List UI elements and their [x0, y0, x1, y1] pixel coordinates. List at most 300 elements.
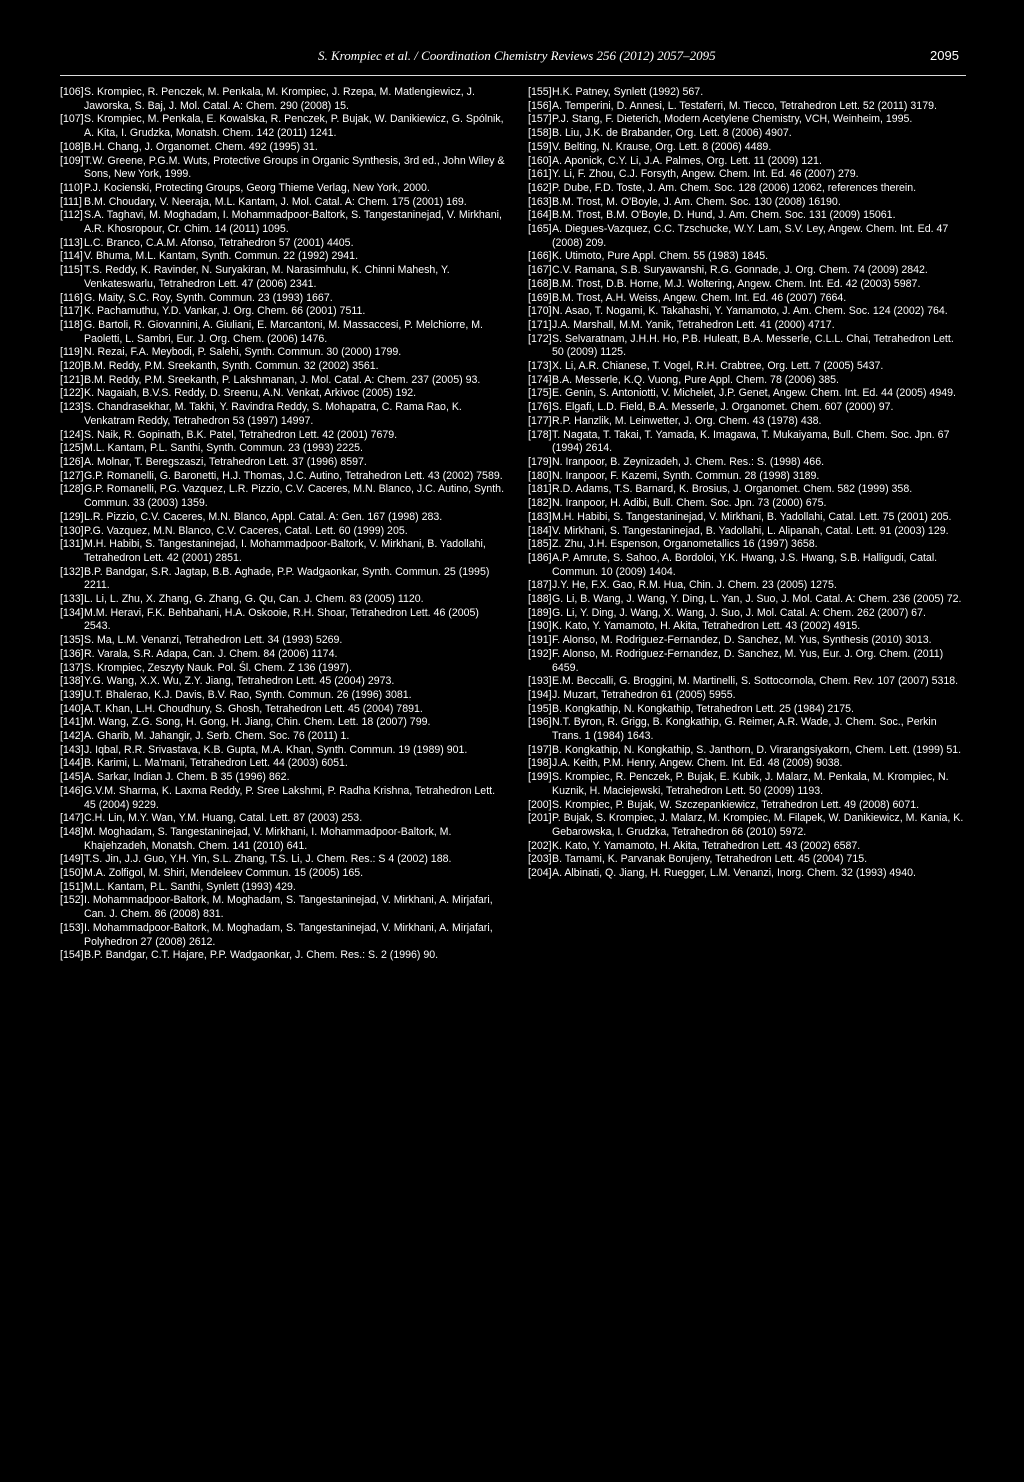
reference-number: [164]: [528, 209, 552, 222]
reference-entry: [528, 387, 968, 401]
reference-text: V. Bhuma, M.L. Kantam, Synth. Commun. 22 (1992) 2941.: [84, 250, 359, 263]
reference-text: U.T. Bhalerao, K.J. Davis, B.V. Rao, Synth. Commun. 26 (1996) 3081.: [84, 688, 412, 701]
reference-text: N. Asao, T. Nogami, K. Takahashi, Y. Yamamoto, J. Am. Chem. Soc. 124 (2002) 764.: [552, 305, 948, 318]
reference-text: M.L. Kantam, P.L. Santhi, Synth. Commun. 23 (1993) 2225.: [84, 442, 363, 455]
reference-number: [110]: [60, 181, 83, 194]
reference-entry: [60, 593, 506, 607]
reference-entry: [528, 744, 968, 758]
reference-entry: [528, 483, 968, 497]
reference-number: [129]: [60, 510, 84, 523]
reference-entry: [528, 374, 968, 388]
reference-entry: [528, 511, 968, 525]
reference-entry: [60, 196, 506, 210]
reference-entry: [60, 716, 506, 730]
reference-text: A. Temperini, D. Annesi, L. Testaferri, M. Tiecco, Tetrahedron Lett. 52 (2011) 3179.: [552, 99, 937, 112]
reference-number: [180]: [528, 469, 552, 482]
reference-entry: [528, 607, 968, 621]
reference-text: N. Iranpoor, B. Zeynizadeh, J. Chem. Res.: S. (1998) 466.: [552, 455, 825, 468]
reference-entry: [528, 538, 968, 552]
reference-text: C.H. Lin, M.Y. Wan, Y.M. Huang, Catal. Lett. 87 (2003) 253.: [84, 812, 363, 825]
reference-text: S. Krompiec, Zeszyty Nauk. Pol. Śl. Chem. Z 136 (1997).: [84, 661, 352, 674]
reference-text: S. Selvaratnam, J.H.H. Ho, P.B. Huleatt, B.A. Messerle, C.L.L. Chai, Tetrahedron Lett. 50 (2009) 1125.: [552, 332, 954, 359]
reference-number: [107]: [60, 113, 84, 126]
reference-text: J.A. Keith, P.M. Henry, Angew. Chem. Int. Ed. 48 (2009) 9038.: [552, 757, 843, 770]
reference-text: G. Maity, S.C. Roy, Synth. Commun. 23 (1993) 1667.: [84, 291, 333, 304]
reference-text: Z. Zhu, J.H. Espenson, Organometallics 16 (1997) 3658.: [552, 538, 818, 551]
reference-text: S. Krompiec, R. Penczek, P. Bujak, E. Kubik, J. Malarz, M. Penkala, M. Krompiec, N. Kuznik, H. Maciejewski, Tetrahedron Lett. 50 (2009) 1193.: [552, 771, 949, 797]
reference-text: B.M. Choudary, V. Neeraja, M.L. Kantam, J. Mol. Catal. A: Chem. 175 (2001) 169.: [84, 195, 467, 208]
reference-number: [193]: [528, 675, 552, 688]
reference-entry: [60, 853, 506, 867]
reference-entry: [60, 689, 506, 703]
reference-text: G. Li, Y. Ding, J. Wang, X. Wang, J. Suo, J. Mol. Catal. A: Chem. 262 (2007) 67.: [552, 606, 926, 619]
reference-number: [142]: [60, 730, 84, 743]
reference-number: [152]: [60, 894, 84, 907]
reference-text: M.A. Zolfigol, M. Shiri, Mendeleev Commun. 15 (2005) 165.: [84, 867, 364, 880]
reference-text: M. Moghadam, S. Tangestaninejad, V. Mirkhani, I. Mohammadpoor-Baltork, M. Khajehzadeh, Monatsh. Chem. 141 (2010) 641.: [84, 825, 452, 852]
reference-entry: [60, 703, 506, 717]
reference-number: [137]: [60, 661, 84, 674]
reference-entry: [60, 429, 506, 443]
reference-entry: [528, 360, 968, 374]
reference-number: [157]: [528, 113, 552, 126]
reference-text: M.H. Habibi, S. Tangestaninejad, I. Mohammadpoor-Baltork, V. Mirkhani, B. Yadollahi, Tetrahedron Lett. 42 (2001) 2851.: [84, 538, 486, 564]
reference-entry: [528, 552, 968, 579]
reference-entry: [528, 867, 968, 881]
reference-entry: [528, 579, 968, 593]
reference-entry: [528, 264, 968, 278]
reference-number: [154]: [60, 949, 84, 962]
reference-entry: [60, 113, 506, 140]
reference-number: [158]: [528, 127, 552, 140]
reference-entry: [528, 113, 968, 127]
reference-number: [183]: [528, 510, 552, 523]
reference-text: P. Dube, F.D. Toste, J. Am. Chem. Soc. 128 (2006) 12062, references therein.: [552, 181, 917, 194]
reference-entry: [528, 401, 968, 415]
reference-entry: [528, 141, 968, 155]
reference-number: [161]: [528, 168, 552, 181]
reference-text: S.A. Taghavi, M. Moghadam, I. Mohammadpoor-Baltork, S. Tangestaninejad, V. Mirkhani, A.R. Khosropour, Cr. Chim. 14 (2011) 1095.: [84, 209, 502, 236]
reference-entry: [60, 250, 506, 264]
reference-number: [138]: [60, 675, 84, 688]
reference-number: [196]: [528, 716, 552, 729]
reference-number: [166]: [528, 250, 552, 263]
reference-number: [192]: [528, 647, 552, 660]
reference-text: C.V. Ramana, S.B. Suryawanshi, R.G. Gonnade, J. Org. Chem. 74 (2009) 2842.: [552, 264, 928, 277]
reference-entry: [60, 771, 506, 785]
reference-text: P. Bujak, S. Krompiec, J. Malarz, M. Krompiec, M. Filapek, W. Danikiewicz, M. Kania, K. Gebarowska, I. Grudzka, Tetrahedron 66 (2010) 5972.: [552, 812, 964, 838]
reference-text: L.R. Pizzio, C.V. Caceres, M.N. Blanco, Appl. Catal. A: Gen. 167 (1998) 283.: [84, 510, 443, 523]
reference-text: G. Bartoli, R. Giovannini, A. Giuliani, E. Marcantoni, M. Massaccesi, P. Melchiorre, M. Paoletti, L. Sambri, Eur. J. Org. Chem. (2006) 1476.: [84, 318, 483, 345]
reference-number: [145]: [60, 771, 84, 784]
reference-entry: [60, 648, 506, 662]
reference-number: [194]: [528, 688, 552, 701]
reference-number: [131]: [60, 538, 84, 551]
reference-number: [178]: [528, 428, 552, 441]
reference-entry: [528, 757, 968, 771]
reference-text: G. Li, B. Wang, J. Wang, Y. Ding, L. Yan, J. Suo, J. Mol. Catal. A: Chem. 236 (2005) 72.: [552, 593, 962, 606]
reference-text: B.A. Messerle, K.Q. Vuong, Pure Appl. Chem. 78 (2006) 385.: [552, 373, 839, 386]
reference-entry: [60, 881, 506, 895]
reference-number: [176]: [528, 401, 552, 414]
left-reference-column: [60, 86, 506, 963]
reference-number: [172]: [528, 332, 552, 345]
reference-entry: [528, 196, 968, 210]
reference-number: [188]: [528, 593, 552, 606]
reference-entry: [60, 292, 506, 306]
reference-number: [140]: [60, 702, 84, 715]
reference-text: M.H. Habibi, S. Tangestaninejad, V. Mirkhani, B. Yadollahi, Catal. Lett. 75 (2001) 205.: [552, 510, 952, 523]
reference-number: [169]: [528, 291, 552, 304]
reference-number: [143]: [60, 743, 84, 756]
reference-number: [120]: [60, 360, 84, 373]
reference-entry: [528, 415, 968, 429]
reference-number: [149]: [60, 853, 84, 866]
reference-entry: [528, 840, 968, 854]
reference-entry: [528, 429, 968, 456]
reference-text: B.P. Bandgar, S.R. Jagtap, B.B. Aghade, P.P. Wadgaonkar, Synth. Commun. 25 (1995) 2211.: [84, 565, 490, 592]
reference-number: [112]: [60, 209, 83, 222]
reference-number: [121]: [60, 373, 84, 386]
reference-text: M. Wang, Z.G. Song, H. Gong, H. Jiang, Chin. Chem. Lett. 18 (2007) 799.: [84, 716, 431, 729]
reference-number: [147]: [60, 812, 84, 825]
reference-text: P.J. Kocienski, Protecting Groups, Georg Thieme Verlag, New York, 2000.: [84, 181, 430, 194]
reference-text: K. Kato, Y. Yamamoto, H. Akita, Tetrahedron Lett. 43 (2002) 6587.: [552, 839, 861, 852]
reference-entry: [60, 209, 506, 236]
reference-number: [185]: [528, 538, 552, 551]
reference-entry: [60, 730, 506, 744]
reference-entry: [528, 155, 968, 169]
reference-text: B. Kongkathip, N. Kongkathip, Tetrahedron Lett. 25 (1984) 2175.: [552, 702, 854, 715]
reference-number: [203]: [528, 853, 552, 866]
reference-entry: [528, 771, 968, 798]
reference-entry: [528, 703, 968, 717]
reference-text: L. Li, L. Zhu, X. Zhang, G. Zhang, G. Qu, Can. J. Chem. 83 (2005) 1120.: [84, 593, 424, 606]
reference-entry: [60, 785, 506, 812]
reference-text: X. Li, A.R. Chianese, T. Vogel, R.H. Crabtree, Org. Lett. 7 (2005) 5437.: [552, 360, 884, 373]
reference-text: N.T. Byron, R. Grigg, B. Kongkathip, G. Reimer, A.R. Wade, J. Chem. Soc., Perkin Trans. 1 (1984) 1643.: [552, 716, 937, 743]
reference-number: [163]: [528, 195, 552, 208]
reference-entry: [528, 853, 968, 867]
reference-text: A.T. Khan, L.H. Choudhury, S. Ghosh, Tetrahedron Lett. 45 (2004) 7891.: [84, 702, 423, 715]
reference-text: P.J. Stang, F. Dieterich, Modern Acetylene Chemistry, VCH, Weinheim, 1995.: [552, 113, 913, 126]
reference-number: [126]: [60, 455, 84, 468]
reference-entry: [60, 566, 506, 593]
reference-text: K. Utimoto, Pure Appl. Chem. 55 (1983) 1845.: [552, 250, 769, 263]
reference-entry: [60, 662, 506, 676]
reference-number: [113]: [60, 236, 83, 249]
reference-entry: [60, 401, 506, 428]
reference-number: [160]: [528, 154, 552, 167]
page-number: 2095: [930, 48, 959, 63]
reference-number: [124]: [60, 428, 84, 441]
reference-number: [170]: [528, 305, 552, 318]
reference-text: A. Aponick, C.Y. Li, J.A. Palmes, Org. Lett. 11 (2009) 121.: [552, 154, 822, 167]
reference-text: B. Kongkathip, N. Kongkathip, S. Janthorn, D. Virarangsiyakorn, Chem. Lett. (1999) 51.: [552, 743, 962, 756]
reference-entry: [528, 209, 968, 223]
reference-entry: [528, 223, 968, 250]
reference-entry: [528, 620, 968, 634]
reference-number: [200]: [528, 798, 552, 811]
reference-text: E.M. Beccalli, G. Broggini, M. Martinelli, S. Sottocornola, Chem. Rev. 107 (2007) 5318.: [552, 675, 959, 688]
reference-text: I. Mohammadpoor-Baltork, M. Moghadam, S. Tangestaninejad, V. Mirkhani, A. Mirjafari, Polyhedron 27 (2008) 2612.: [84, 921, 493, 948]
reference-number: [150]: [60, 867, 84, 880]
reference-number: [177]: [528, 414, 552, 427]
reference-entry: [60, 305, 506, 319]
reference-entry: [60, 182, 506, 196]
reference-number: [173]: [528, 360, 552, 373]
reference-number: [139]: [60, 688, 84, 701]
reference-text: B.M. Reddy, P.M. Sreekanth, P. Lakshmanan, J. Mol. Catal. A: Chem. 237 (2005) 93.: [84, 373, 481, 386]
reference-entry: [60, 483, 506, 510]
reference-entry: [60, 538, 506, 565]
reference-text: K. Pachamuthu, Y.D. Vankar, J. Org. Chem. 66 (2001) 7511.: [84, 305, 366, 318]
reference-text: T. Nagata, T. Takai, T. Yamada, K. Imagawa, T. Mukaiyama, Bull. Chem. Soc. Jpn. 67 (1994) 2614.: [552, 428, 950, 455]
reference-text: N. Iranpoor, F. Kazemi, Synth. Commun. 28 (1998) 3189.: [552, 469, 820, 482]
reference-text: B. Tamami, K. Parvanak Borujeny, Tetrahedron Lett. 45 (2004) 715.: [552, 853, 868, 866]
right-reference-column: [528, 86, 968, 881]
reference-number: [127]: [60, 469, 84, 482]
reference-number: [122]: [60, 387, 84, 400]
reference-number: [189]: [528, 606, 552, 619]
reference-number: [168]: [528, 277, 552, 290]
reference-text: V. Belting, N. Krause, Org. Lett. 8 (2006) 4489.: [552, 140, 772, 153]
reference-entry: [60, 894, 506, 921]
reference-entry: [60, 826, 506, 853]
reference-entry: [60, 634, 506, 648]
reference-text: S. Ma, L.M. Venanzi, Tetrahedron Lett. 34 (1993) 5269.: [84, 634, 343, 647]
reference-entry: [60, 525, 506, 539]
reference-number: [109]: [60, 154, 84, 167]
reference-number: [134]: [60, 606, 84, 619]
reference-number: [184]: [528, 524, 552, 537]
reference-entry: [528, 278, 968, 292]
reference-entry: [60, 346, 506, 360]
reference-entry: [528, 689, 968, 703]
reference-number: [190]: [528, 620, 552, 633]
page-header: [0, 48, 1024, 70]
reference-number: [198]: [528, 757, 552, 770]
reference-number: [118]: [60, 318, 83, 331]
reference-number: [202]: [528, 839, 552, 852]
reference-text: T.S. Reddy, K. Ravinder, N. Suryakiran, M. Narasimhulu, K. Chinni Mahesh, Y. Venkateswarlu, Tetrahedron Lett. 47 (2006) 2341.: [84, 264, 450, 290]
reference-text: B.P. Bandgar, C.T. Hajare, P.P. Wadgaonkar, J. Chem. Res.: S. 2 (1996) 90.: [84, 949, 439, 962]
reference-entry: [60, 949, 506, 963]
reference-number: [117]: [60, 305, 83, 318]
reference-entry: [528, 470, 968, 484]
reference-text: N. Iranpoor, H. Adibi, Bull. Chem. Soc. Jpn. 73 (2000) 675.: [552, 497, 827, 510]
reference-entry: [60, 141, 506, 155]
reference-entry: [528, 634, 968, 648]
reference-text: K. Kato, Y. Yamamoto, H. Akita, Tetrahedron Lett. 43 (2002) 4915.: [552, 620, 861, 633]
reference-text: J. Iqbal, R.R. Srivastava, K.B. Gupta, M.A. Khan, Synth. Commun. 19 (1989) 901.: [84, 743, 468, 756]
reference-number: [144]: [60, 757, 84, 770]
reference-text: S. Krompiec, P. Bujak, W. Szczepankiewicz, Tetrahedron Lett. 49 (2008) 6071.: [552, 798, 920, 811]
reference-number: [174]: [528, 373, 552, 386]
journal-citation: S. Krompiec et al. / Coordination Chemistry Reviews 256 (2012) 2057–2095: [318, 48, 716, 63]
reference-number: [108]: [60, 140, 84, 153]
reference-entry: [60, 319, 506, 346]
reference-number: [125]: [60, 442, 84, 455]
reference-text: B.M. Trost, B.M. O'Boyle, D. Hund, J. Am. Chem. Soc. 131 (2009) 15061.: [552, 209, 896, 222]
reference-text: P.G. Vazquez, M.N. Blanco, C.V. Caceres, Catal. Lett. 60 (1999) 205.: [84, 524, 408, 537]
reference-entry: [60, 757, 506, 771]
reference-number: [165]: [528, 223, 552, 236]
reference-number: [181]: [528, 483, 552, 496]
reference-text: M.M. Heravi, F.K. Behbahani, H.A. Oskooie, R.H. Shoar, Tetrahedron Lett. 46 (2005) 2543.: [84, 606, 479, 633]
reference-text: A. Sarkar, Indian J. Chem. B 35 (1996) 862.: [84, 771, 290, 784]
reference-entry: [528, 100, 968, 114]
reference-text: J.A. Marshall, M.M. Yanik, Tetrahedron Lett. 41 (2000) 4717.: [552, 318, 835, 331]
reference-entry: [528, 812, 968, 839]
reference-number: [191]: [528, 634, 552, 647]
reference-entry: [60, 470, 506, 484]
reference-number: [186]: [528, 551, 552, 564]
reference-entry: [60, 812, 506, 826]
reference-number: [119]: [60, 346, 83, 359]
reference-entry: [60, 511, 506, 525]
reference-text: Y.G. Wang, X.X. Wu, Z.Y. Jiang, Tetrahedron Lett. 45 (2004) 2973.: [84, 675, 395, 688]
reference-entry: [528, 525, 968, 539]
reference-text: G.P. Romanelli, G. Baronetti, H.J. Thomas, J.C. Autino, Tetrahedron Lett. 43 (2002) 7589.: [84, 469, 503, 482]
reference-text: J.Y. He, F.X. Gao, R.M. Hua, Chin. J. Chem. 23 (2005) 1275.: [552, 579, 837, 592]
reference-text: F. Alonso, M. Rodriguez-Fernandez, D. Sanchez, M. Yus, Eur. J. Org. Chem. (2011) 6459.: [552, 647, 944, 674]
reference-text: S. Elgafi, L.D. Field, B.A. Messerle, J. Organomet. Chem. 607 (2000) 97.: [552, 401, 894, 414]
reference-number: [187]: [528, 579, 552, 592]
reference-number: [182]: [528, 497, 552, 510]
reference-number: [201]: [528, 812, 552, 825]
reference-entry: [528, 799, 968, 813]
reference-text: B.M. Trost, D.B. Horne, M.J. Woltering, Angew. Chem. Int. Ed. 42 (2003) 5987.: [552, 277, 921, 290]
reference-text: B.M. Reddy, P.M. Sreekanth, Synth. Commun. 32 (2002) 3561.: [84, 360, 379, 373]
reference-text: V. Mirkhani, S. Tangestaninejad, B. Yadollahi, L. Alipanah, Catal. Lett. 91 (2003) 129.: [552, 524, 949, 537]
reference-text: B.H. Chang, J. Organomet. Chem. 492 (1995) 31.: [84, 140, 318, 153]
reference-text: A. Diegues-Vazquez, C.C. Tzschucke, W.Y. Lam, S.V. Ley, Angew. Chem. Int. Ed. 47 (2008) 209.: [552, 223, 949, 249]
reference-number: [132]: [60, 565, 84, 578]
reference-text: S. Naik, R. Gopinath, B.K. Patel, Tetrahedron Lett. 42 (2001) 7679.: [84, 428, 398, 441]
reference-text: A. Molnar, T. Beregszaszi, Tetrahedron Lett. 37 (1996) 8597.: [84, 455, 367, 468]
reference-number: [155]: [528, 86, 552, 98]
reference-number: [171]: [528, 318, 552, 331]
reference-number: [141]: [60, 716, 84, 729]
reference-text: G.P. Romanelli, P.G. Vazquez, L.R. Pizzio, C.V. Caceres, M.N. Blanco, J.C. Autino, Synth. Commun. 33 (2003) 1359.: [84, 483, 505, 510]
reference-number: [151]: [60, 880, 84, 893]
reference-number: [199]: [528, 771, 552, 784]
reference-text: N. Rezai, F.A. Meybodi, P. Salehi, Synth. Commun. 30 (2000) 1799.: [84, 346, 402, 359]
reference-entry: [60, 237, 506, 251]
reference-number: [114]: [60, 250, 83, 263]
reference-number: [148]: [60, 825, 84, 838]
reference-number: [130]: [60, 524, 84, 537]
reference-number: [175]: [528, 387, 552, 400]
reference-text: L.C. Branco, C.A.M. Afonso, Tetrahedron 57 (2001) 4405.: [84, 236, 354, 249]
reference-number: [135]: [60, 634, 84, 647]
reference-text: B.M. Trost, A.H. Weiss, Angew. Chem. Int. Ed. 46 (2007) 7664.: [552, 291, 847, 304]
reference-text: S. Krompiec, R. Penczek, M. Penkala, M. Krompiec, J. Rzepa, M. Matlengiewicz, J. Jaworska, S. Baj, J. Mol. Catal. A: Chem. 290 (2008) 15.: [84, 86, 475, 112]
reference-entry: [528, 292, 968, 306]
reference-entry: [60, 155, 506, 182]
reference-number: [167]: [528, 264, 552, 277]
reference-number: [197]: [528, 743, 552, 756]
reference-number: [106]: [60, 86, 84, 98]
reference-text: A. Gharib, M. Jahangir, J. Serb. Chem. Soc. 76 (2011) 1.: [84, 730, 350, 743]
reference-entry: [528, 182, 968, 196]
reference-number: [111]: [60, 195, 82, 208]
reference-number: [162]: [528, 181, 552, 194]
reference-number: [123]: [60, 401, 84, 414]
reference-text: I. Mohammadpoor-Baltork, M. Moghadam, S. Tangestaninejad, V. Mirkhani, A. Mirjafari, Can. J. Chem. 86 (2008) 831.: [84, 894, 493, 921]
reference-entry: [528, 305, 968, 319]
reference-text: S. Chandrasekhar, M. Takhi, Y. Ravindra Reddy, S. Mohapatra, C. Rama Rao, K. Venkatram Reddy, Tetrahedron 53 (1997) 14997.: [84, 401, 462, 427]
reference-text: K. Nagaiah, B.V.S. Reddy, D. Sreenu, A.N. Venkat, Arkivoc (2005) 192.: [84, 387, 417, 400]
reference-number: [133]: [60, 593, 84, 606]
reference-text: B. Karimi, L. Ma'mani, Tetrahedron Lett. 44 (2003) 6051.: [84, 757, 348, 770]
reference-text: H.K. Patney, Synlett (1992) 567.: [552, 86, 704, 98]
reference-text: M.L. Kantam, P.L. Santhi, Synlett (1993) 429.: [84, 880, 296, 893]
header-rule: [60, 75, 966, 76]
reference-text: S. Krompiec, M. Penkala, E. Kowalska, R. Penczek, P. Bujak, W. Danikiewicz, G. Spólnik, A. Kita, I. Grudzka, Monatsh. Chem. 142 (2011) 1241.: [84, 113, 504, 140]
reference-text: R. Varala, S.R. Adapa, Can. J. Chem. 84 (2006) 1174.: [84, 647, 338, 660]
reference-entry: [528, 86, 968, 100]
reference-entry: [528, 319, 968, 333]
reference-entry: [60, 867, 506, 881]
reference-number: [128]: [60, 483, 84, 496]
reference-entry: [60, 374, 506, 388]
reference-entry: [528, 333, 968, 360]
reference-entry: [528, 593, 968, 607]
reference-entry: [60, 922, 506, 949]
reference-number: [115]: [60, 264, 83, 277]
reference-entry: [528, 250, 968, 264]
reference-entry: [60, 442, 506, 456]
reference-number: [156]: [528, 99, 552, 112]
reference-entry: [60, 360, 506, 374]
reference-text: R.P. Hanzlik, M. Leinwetter, J. Org. Chem. 43 (1978) 438.: [552, 414, 822, 427]
reference-entry: [528, 497, 968, 511]
reference-entry: [60, 264, 506, 291]
reference-text: R.D. Adams, T.S. Barnard, K. Brosius, J. Organomet. Chem. 582 (1999) 358.: [552, 483, 913, 496]
reference-text: J. Muzart, Tetrahedron 61 (2005) 5955.: [552, 688, 736, 701]
reference-number: [153]: [60, 921, 84, 934]
reference-number: [159]: [528, 140, 552, 153]
reference-entry: [60, 675, 506, 689]
reference-text: B.M. Trost, M. O'Boyle, J. Am. Chem. Soc. 130 (2008) 16190.: [552, 195, 841, 208]
reference-number: [146]: [60, 784, 84, 797]
reference-entry: [528, 456, 968, 470]
reference-entry: [60, 86, 506, 113]
reference-number: [179]: [528, 455, 552, 468]
reference-text: A. Albinati, Q. Jiang, H. Ruegger, L.M. Venanzi, Inorg. Chem. 32 (1993) 4940.: [552, 867, 916, 880]
reference-number: [116]: [60, 291, 83, 304]
reference-text: T.S. Jin, J.J. Guo, Y.H. Yin, S.L. Zhang, T.S. Li, J. Chem. Res.: S 4 (2002) 188.: [84, 853, 452, 866]
reference-text: Y. Li, F. Zhou, C.J. Forsyth, Angew. Chem. Int. Ed. 46 (2007) 279.: [552, 168, 859, 181]
reference-text: F. Alonso, M. Rodriguez-Fernandez, D. Sanchez, M. Yus, Synthesis (2010) 3013.: [552, 634, 932, 647]
reference-number: [195]: [528, 702, 552, 715]
reference-entry: [528, 168, 968, 182]
reference-text: T.W. Greene, P.G.M. Wuts, Protective Groups in Organic Synthesis, 3rd ed., John Wiley & Sons, New York, 1999.: [84, 154, 505, 181]
reference-entry: [528, 675, 968, 689]
reference-entry: [60, 607, 506, 634]
reference-text: A.P. Amrute, S. Sahoo, A. Bordoloi, Y.K. Hwang, J.S. Hwang, S.B. Halligudi, Catal. Commun. 10 (2009) 1404.: [552, 551, 938, 578]
reference-entry: [60, 456, 506, 470]
reference-entry: [528, 648, 968, 675]
reference-text: E. Genin, S. Antoniotti, V. Michelet, J.P. Genet, Angew. Chem. Int. Ed. 44 (2005) 4949.: [552, 387, 956, 400]
reference-entry: [528, 716, 968, 743]
reference-entry: [528, 127, 968, 141]
reference-text: G.V.M. Sharma, K. Laxma Reddy, P. Sree Lakshmi, P. Radha Krishna, Tetrahedron Lett. 45 (2004) 9229.: [84, 784, 496, 811]
reference-entry: [60, 387, 506, 401]
reference-number: [136]: [60, 647, 84, 660]
